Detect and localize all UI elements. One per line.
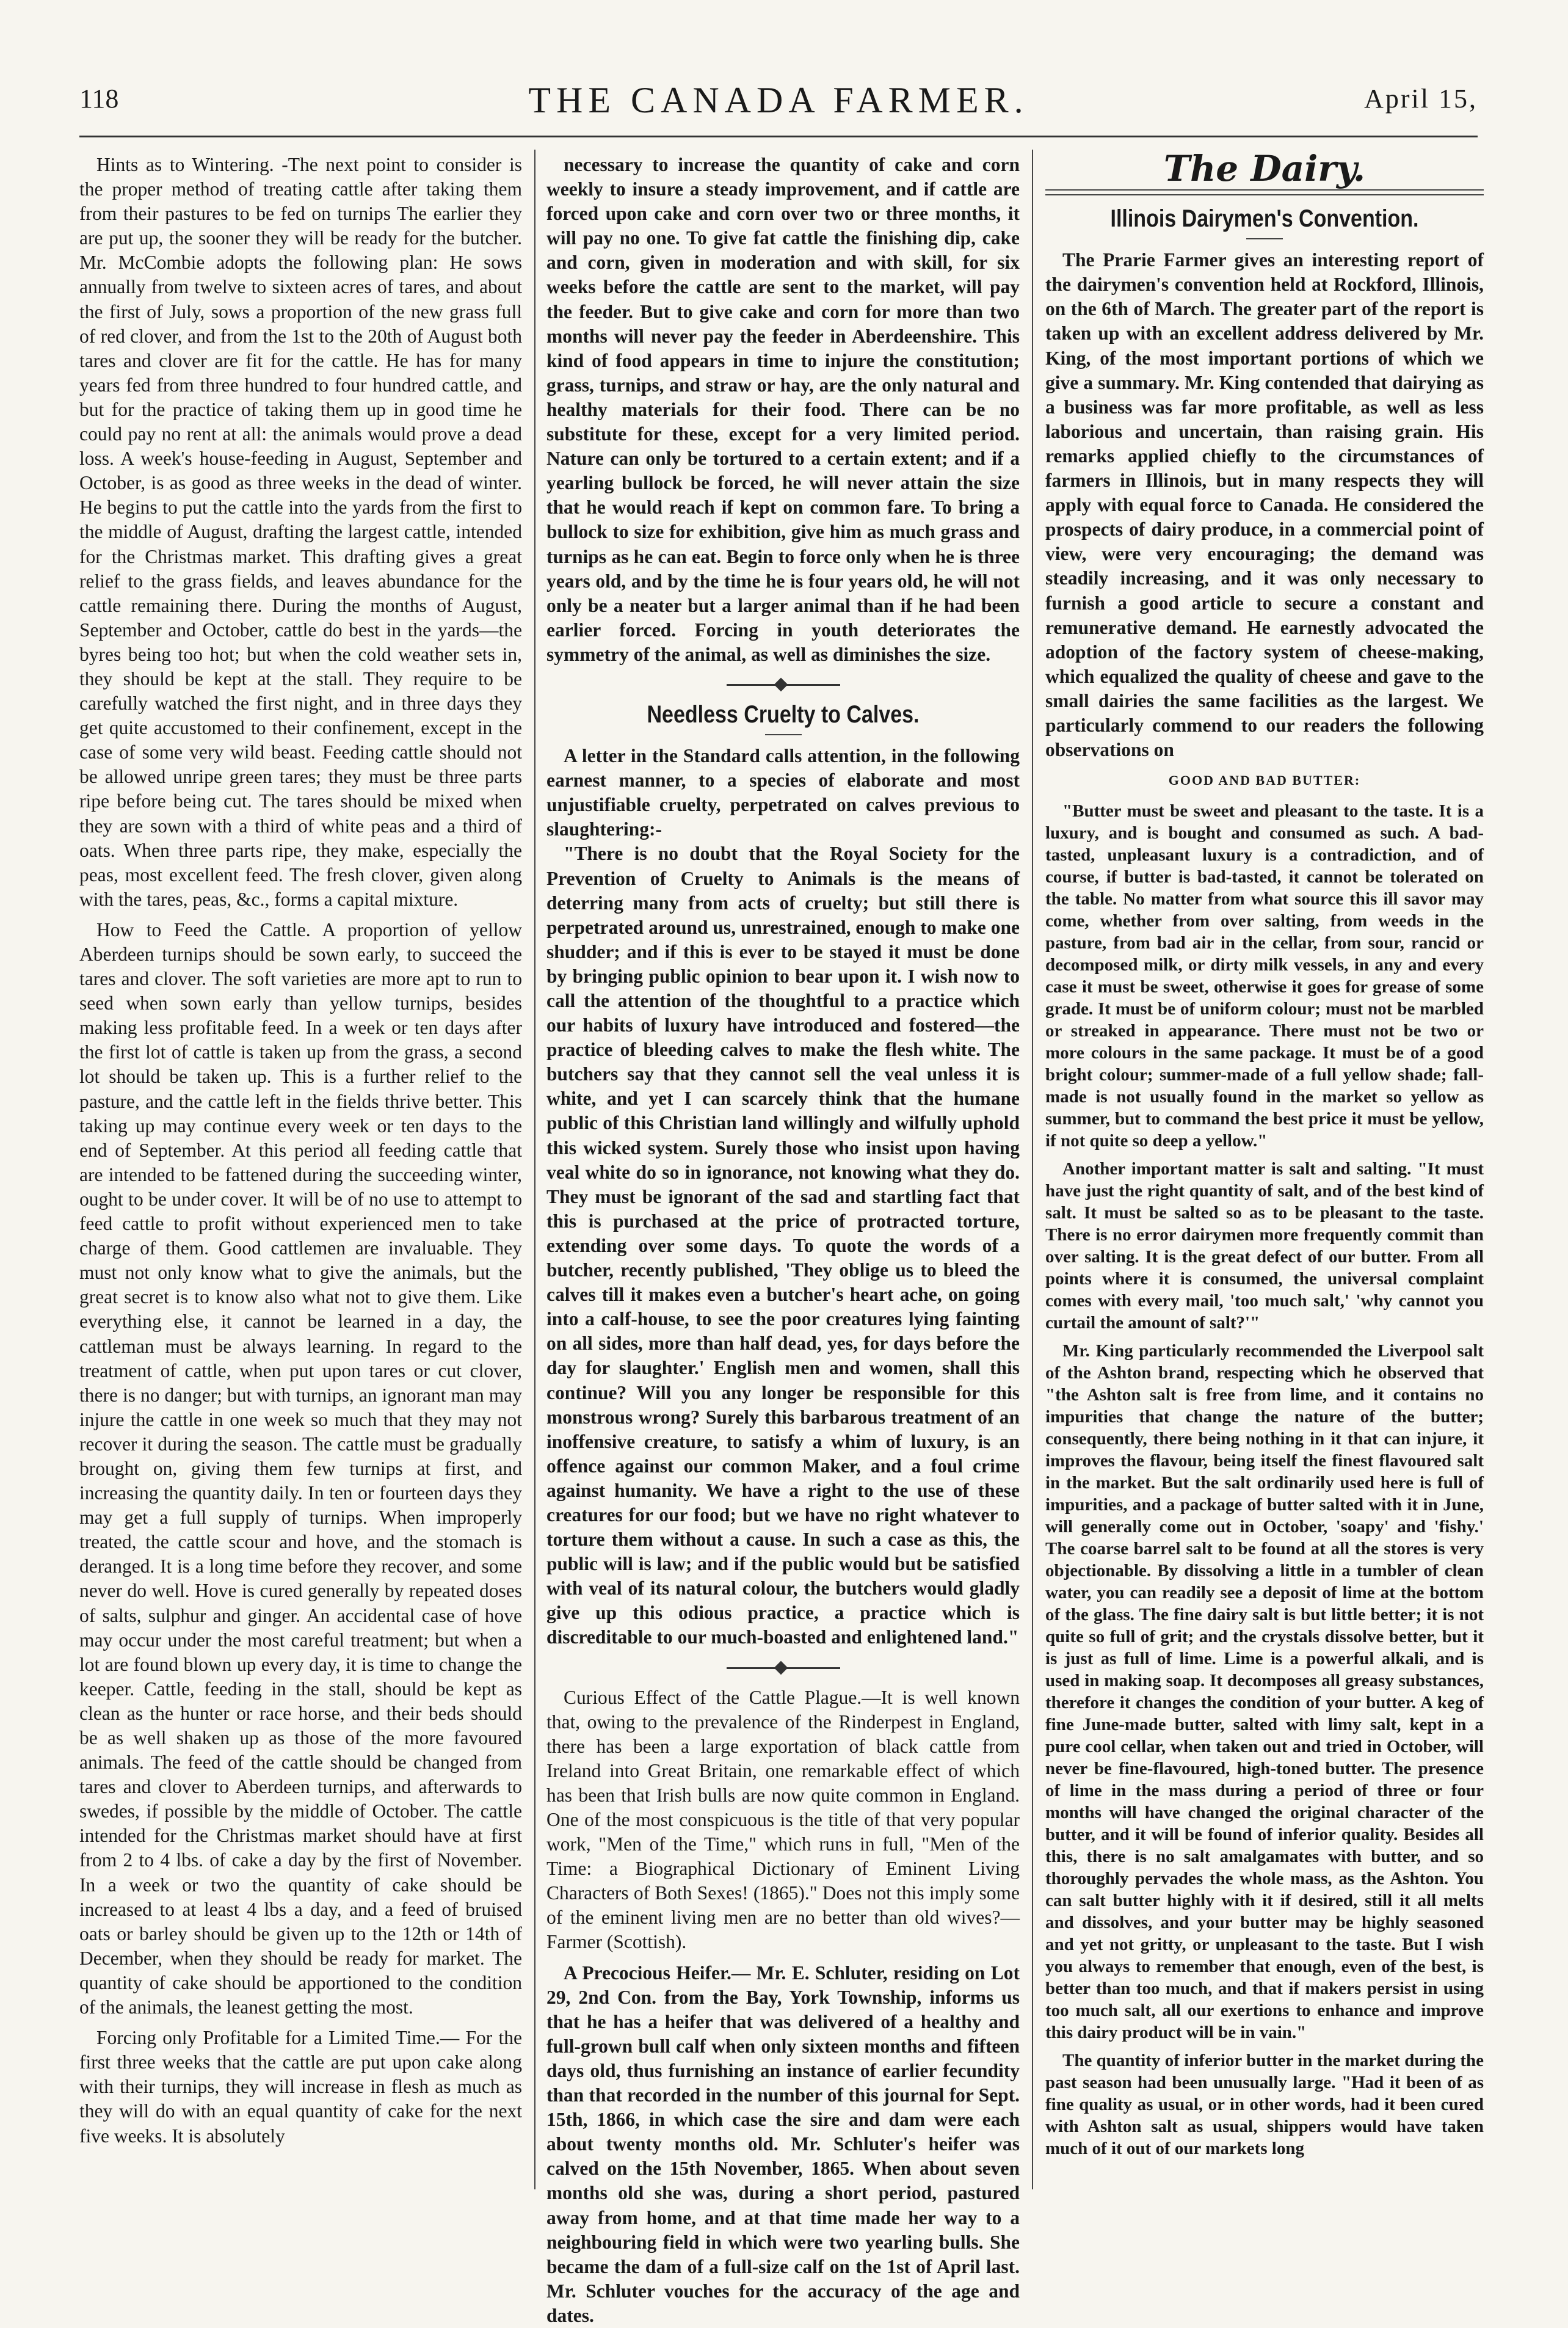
page-number: 118	[79, 84, 119, 114]
issue-date: April 15,	[1364, 84, 1478, 114]
column-rule	[534, 150, 535, 2189]
paragraph-letter-quote: "There is no doubt that the Royal Society for the Prevention of Cruelty to Animals is the means of deterring many from acts of cruelty; but still there is perpetrated around us, unrestrained, enough to make one shudder; and if this is ever to be stayed it must be done by bringing public opinion to bear upon it. I wish now to call the attention of the thoughtful to a practice which our habits of luxury have introduced and fostered—the practice of bleeding calves to make the flesh white. The butchers say that they cannot sell the veal unless it is white, and yet I can scarcely think that the humane public of this Christian land willingly and wilfully uphold this wicked system. Surely those who insist upon having veal white do so in ignorance, not knowing what they do. They must be ignorant of the sad and startling fact that this is purchased at the price of protracted torture, extending over some days. To quote the words of a butcher, recently published, 'They oblige us to bleed the calves till it makes even a butcher's heart ache, on going into a calf-house, to see the poor creatures lying fainting on all sides, more than half dead, yes, for days before the day for slaughter.' English men and women, shall this continue? Will you any longer be responsible for this monstrous wrong? Surely this barbarous treatment of an inoffensive creature, to satisfy a whim of luxury, is an offence against our common Maker, and a foul crime against humanity. We have a right to the use of these creatures for our food; but we have no right whatever to torture them without a cause. In such a case as this, the public will is law; and if the public would but be satisfied with veal of its natural colour, the butchers would gladly give up this odious practice, a practice which is discreditable to our much-boasted and enlightened land."	[546, 843, 1020, 1648]
article-title-dairymen: Illinois Dairymen's Convention.	[1110, 205, 1419, 233]
paragraph-ashton: Mr. King particularly recommended the Liverpool salt of the Ashton brand, respecting which he observed that "the Ashton salt is free from lime, and it contains no impurities that change the nature of the butter; consequently, there being nothing in it that can injure, it improves the flavour, being itself the finest flavoured salt in the market. But the salt ordinarily used here is full of impurities, and a package of butter salted with it in June, will generally come out in October, 'soapy' and 'fishy.' The coarse barrel salt to be found at all the stores is very objectionable. By dissolving a little in a tumbler of clean water, you can readily see a deposit of lime at the bottom of the glass. The fine dairy salt is but little better; it is not quite so full of grit; and the crystals dissolve better, but it is just as full of lime. Lime is a powerful alkali, and is used in making soap. It decomposes all greasy substances, therefore it changes the condition of your butter. A keg of fine June-made butter, salted with limy salt, kept in a pure cool cellar, when taken out and tried in October, will never be fine-flavoured, high-toned butter. The presence of lime in the mass during a period of three or four months will have changed the original character of the butter, and it will be found of inferior quality. Besides all this, there is no salt amalgamates with butter, and so thoroughly pervades the whole mass, as the Ashton. You can salt butter highly with it if desired, still it all melts and dissolves, and your butter may be highly seasoned and yet not gritty, or unpleasant to the taste. But I wish you always to remember that enough, even of the best, is better than too much, and that if makers persist in using too much salt, all our exertions to enhance and improve this dairy product will be in vain."	[1045, 1341, 1484, 2043]
paragraph-cattle-plague: Curious Effect of the Cattle Plague.—It is well known that, owing to the prevalence of the Rinderpest in England, there has been a large exportation of black cattle from Ireland into Great Britain, one remarkable effect of which has been that Irish bulls are now quite common in England. One of the most conspicuous is the title of that very popular work, "Men of the Time," which runs in full, "Men of the Time: a Biographical Dictionary of Eminent Living Characters of Both Sexes! (1865)." Does not this imply some of the eminent living men are no better than old wives?—Farmer (Scottish).	[546, 1686, 1020, 1953]
paragraph-hints-wintering: Hints as to Wintering. -The next point to consider is the proper method of treating cattle after taking them from their pastures to be fed on turnips The earlier they are put up, the sooner they will be ready for the butcher. Mr. McCombie adopts the following plan: He sows annually from twelve to sixteen acres of tares, and about the first of July, sows a proportion of the new grass full of red clover, and from the 1st to the 20th of August both tares and clover are fit for the cattle. He has for many years fed from three hundred to four hundred cattle, and but for the practice of taking them up in good time he could pay no rent at all: the animals would prove a dead loss. A week's house-feeding in August, September and October, is as good as three weeks in the dead of winter. He begins to put the cattle into the yards from the first to the middle of August, drafting the largest cattle, intended for the Christmas market. This drafting gives a great relief to the grass fields, and leaves abundance for the cattle remaining there. During the months of August, September and October, cattle do best in the yards—the byres being too hot; but when the cold weather sets in, they should be kept at the stall. They require to be carefully watched the first night, and in three days they get quite accustomed to their confinement, except in the case of some very wild beast. Feeding cattle should not be allowed unripe green tares; they must be three parts ripe before being cut. The tares should be mixed when they are sown with a third of white peas and a third of oats. When three parts ripe, they make, especially the peas, most excellent feed. The fresh clover, given along with the tares, peas, &c., forms a capital mixture.	[79, 154, 522, 910]
paragraph-feed-cattle: How to Feed the Cattle. A proportion of yellow Aberdeen turnips should be sown early, to succeed the tares and clover. The soft varieties are more apt to run to seed when sown early than yellow turnips, besides making less profitable feed. In a week or ten days after the first lot of cattle is taken up from the grass, a second lot should be taken up. This is a further relief to the pasture, and the cattle left in the fields thrive better. This taking up may continue every week or ten days to the end of September. At this period all feeding cattle that are intended to be fattened during the succeeding winter, ought to be under cover. It will be of no use to attempt to feed cattle to profit without experienced men to take charge of them. Good cattlemen are invaluable. They must not only know what to give the animals, but the great secret is to know also what not to give them. Like everything else, it cannot be learned in a day, the cattleman must be always learning. In regard to the treatment of cattle, when put upon tares or cut clover, there is no danger; but with turnips, an ignorant man may injure the cattle in one week so much that they may not recover it during the season. The cattle must be gradually brought on, giving them few turnips at first, and increasing the quantity daily. In ten or fourteen days they may get a full supply of turnips. When improperly treated, the cattle scour and hove, and the stomach is deranged. It is a long time before they recover, and some never do well. Hove is cured generally by repeated doses of salts, sulphur and ginger. An accidental case of hove may occur under the most careful treatment; but when a lot are found blown up every day, it is time to change the keeper. Cattle, feeding in the stall, should be kept as clean as the hunter or race horse, and their beds should be as well shaken up as those of the more favoured animals. The feed of the cattle should be changed from tares and clover to Aberdeen turnips, and afterwards to swedes, if possible by the middle of October. The cattle intended for the Christmas market should have at first from 2 to 4 lbs. of cake a day by the first of November. In a week or two the quantity of cake should be increased to at least 4 lbs a day, and a feed of bruised oats or barley should be given up to the 12th or 14th of December, when they should be ready for market. The quantity of cake should be apportioned to the condition of the animals, the leanest getting the most.	[79, 918, 522, 2018]
section-rule	[1045, 194, 1484, 195]
page-header	[79, 79, 1478, 122]
running-title: THE CANADA FARMER.	[528, 80, 1029, 120]
header-rule	[79, 136, 1478, 137]
column-right	[1045, 148, 1484, 2192]
ornament-divider	[546, 682, 1020, 688]
subhead-butter: GOOD AND BAD BUTTER:	[1168, 773, 1361, 788]
paragraph-butter: "Butter must be sweet and pleasant to the taste. It is a luxury, and is bought and consumed as such. A bad-tasted, unpleasant luxury is a contradiction, and of course, if butter is bad-tasted, it cannot be tolerated on the table. No matter from what source this ill savor may come, whether from over salting, from weeds in the pasture, from bad air in the cellar, from sour, rancid or decomposed milk, or dirty milk vessels, in any and every case it must be sweet, otherwise it goes for grease of some grade. It must be of uniform colour; must not be marbled or streaked in appearance. There must not be two or more colours in the same package. It must be of a good bright colour; summer-made of a full yellow shade; fall-made is not usually found in the market so yellow as summer, but to command the best price it must be yellow, if not quite so deep a yellow."	[1045, 801, 1484, 1151]
paragraph-forcing: Forcing only Profitable for a Limited Time.— For the first three weeks that the cattle are put upon cake along with their turnips, they will increase in flesh as much as they will do with an equal quantity of cake for the next five weeks. It is absolutely	[79, 2027, 522, 2147]
title-rule	[765, 734, 802, 735]
paragraph-precocious-heifer: A Precocious Heifer.— Mr. E. Schluter, residing on Lot 29, 2nd Con. from the Bay, York Township, informs us that he has a heifer that was delivered of a healthy and full-grown bull calf when only sixteen months and fifteen days old, thus furnishing an instance of earlier fecundity than that recorded in the number of this journal for Sept. 15th, 1866, in which case the sire and dam were each about twenty months old. Mr. Schluter's heifer was calved on the 15th November, 1865. When about seven months old she was, during a short period, pastured away from home, and at that time made her way to a neighbouring field in which were two yearling bulls. She became the dam of a full-size calf on the 1st of April last. Mr. Schluter vouches for the accuracy of the age and dates.	[546, 1962, 1020, 2326]
title-rule	[1246, 238, 1283, 239]
section-rule	[1045, 189, 1484, 191]
paragraph-inferior-butter: The quantity of inferior butter in the market during the past season had been unusually large. "Had it been of as fine quality as usual, or in other words, had it been cured with Ashton salt as usual, shippers would have taken much of it out of our markets long	[1045, 2051, 1484, 2159]
section-title-dairy: The Dairy.	[1163, 148, 1366, 189]
paragraph-convention: The Prarie Farmer gives an interesting report of the dairymen's convention held at Rockford, Illinois, on the 6th of March. The greater part of the report is taken up with an excellent address delivered by Mr. King, of the most important portions of which we give a summary. Mr. King contended that dairying as a business was far more profitable, as well as less laborious and uncertain, than raising grain. His remarks applied chiefly to the circumstances of farmers in Illinois, but in many respects they will apply with equal force to Canada. He considered the prospects of dairy produce, in a commercial point of view, were very encouraging; the demand was steadily increasing, and it was only necessary to furnish a good article to secure a constant and remunerative demand. He earnestly advocated the adoption of the factory system of cheese-making, which equalized the quality of cheese and gave to the small dairies the same facilities as the largest. We particularly commend to our readers the following observations on	[1045, 249, 1484, 761]
column-middle	[546, 153, 1020, 2326]
paragraph-salt: Another important matter is salt and salting. "It must have just the right quantity of salt, and of the best kind of salt. It must be salted so as to be pleasant to the taste. There is no error dairymen more frequently commit than over salting. It is the great defect of our butter. From all points where it is consumed, the universal complaint comes with every mail, 'too much salt,' 'why cannot you curtail the amount of salt?'"	[1045, 1159, 1484, 1333]
column-left	[79, 153, 522, 2192]
paragraph-letter-intro: A letter in the Standard calls attention, in the following earnest manner, to a species of elaborate and most unjustifiable cruelty, perpetrated on calves previous to slaughtering:-	[546, 745, 1020, 840]
ornament-divider	[546, 1665, 1020, 1671]
column-rule	[1032, 150, 1033, 2189]
paragraph-continued: necessary to increase the quantity of cake and corn weekly to insure a steady improvement, and if cattle are forced upon cake and corn over two or three months, it will pay no one. To give fat cattle the finishing dip, cake and corn, given in moderation and with skill, for six weeks before the cattle are sent to the market, will pay the feeder. But to give cake and corn for more than two months will never pay the feeder in Aberdeenshire. This kind of food appears in time to injure the constitution; grass, turnips, and straw or hay, are the only natural and healthy materials for their food. There can be no substitute for these, except for a very limited period. Nature can only be tortured to a certain extent; and if a yearling bullock be forced, he will never attain the size that he would reach if kept on common fare. To bring a bullock to size for exhibition, give him as much grass and turnips as he can eat. Begin to force only when he is three years old, and by the time he is four years old, he will not only be a neater but a larger animal than if he had been earlier forced. Forcing in youth deteriorates the symmetry of the animal, as well as diminishes the size.	[546, 154, 1020, 665]
article-title-calves: Needless Cruelty to Calves.	[647, 700, 920, 728]
